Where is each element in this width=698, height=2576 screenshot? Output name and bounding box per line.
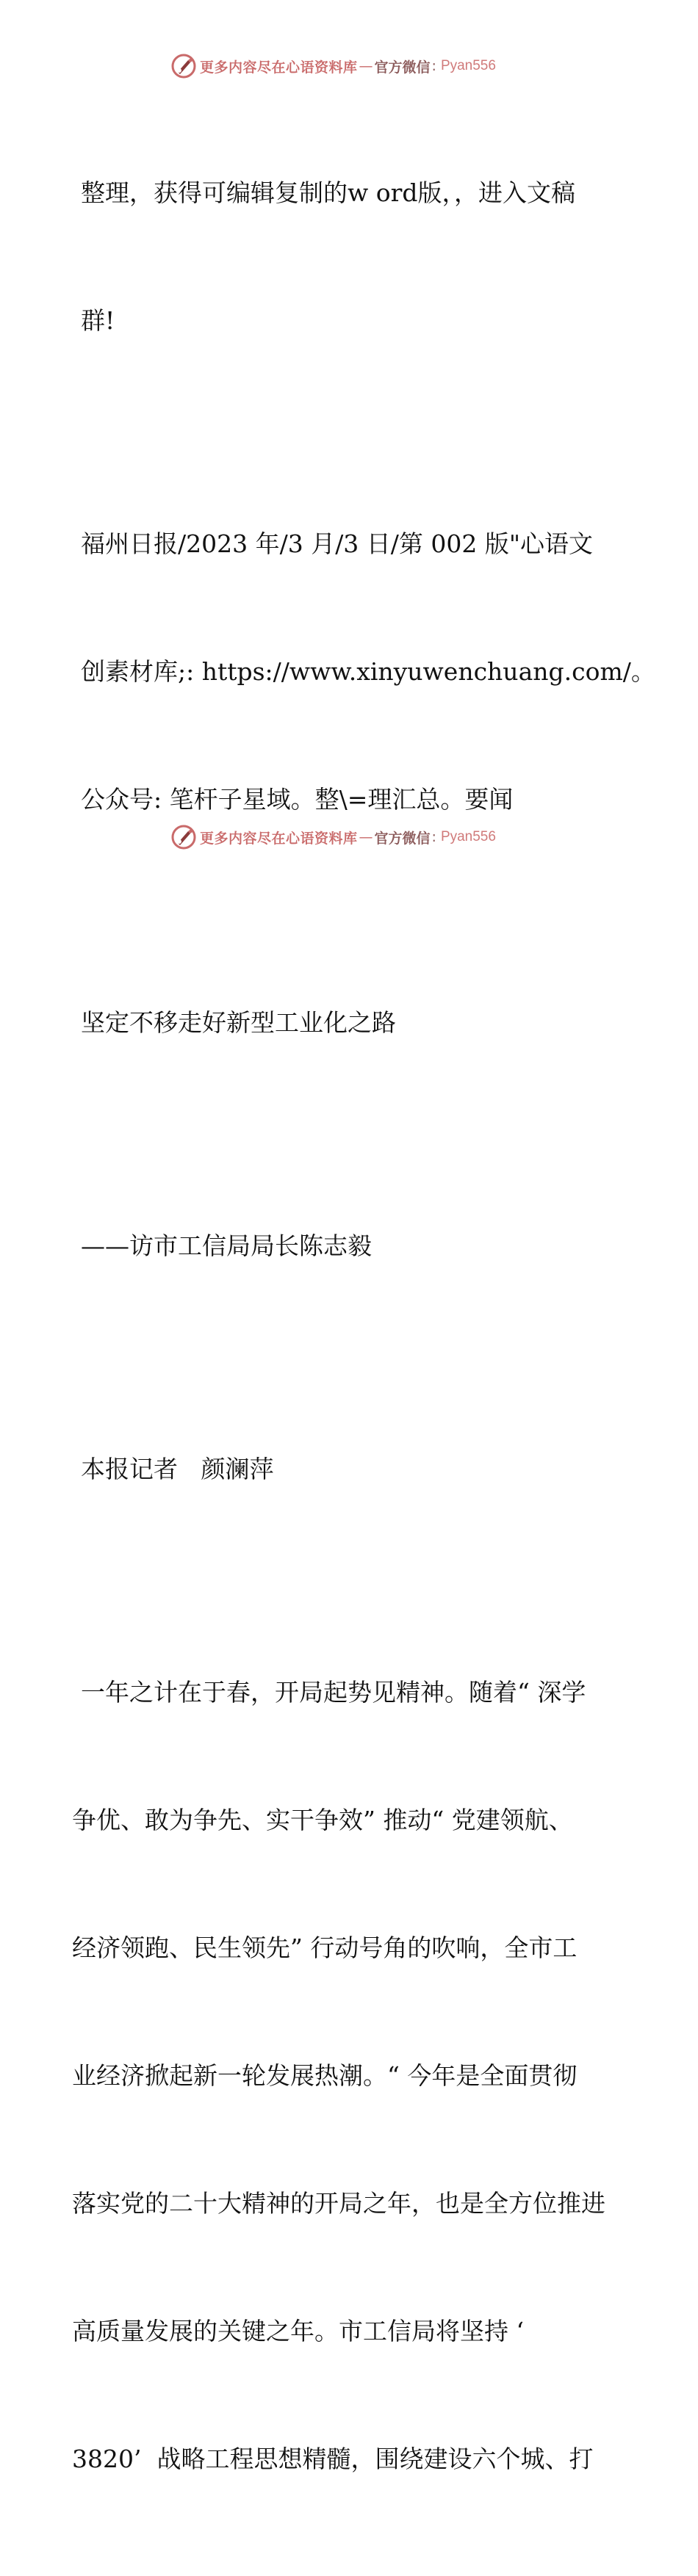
- watermark-header: [170, 51, 538, 81]
- watermark-official-text: 官方微信: [374, 59, 431, 76]
- text-line: 创素材库;: https://www.xinyuwenchuang.com/。: [81, 657, 655, 686]
- text-line: 经济领跑、民生领先” 行动号角的吹响，全市工: [72, 1933, 578, 1962]
- quill-logo-icon: [170, 53, 197, 79]
- watermark-footer: [170, 822, 538, 852]
- text-line: 本报记者 颜澜萍: [81, 1455, 274, 1483]
- text-line: ——访市工信局局长陈志毅: [81, 1231, 372, 1260]
- text-line: 坚定不移走好新型工业化之路: [81, 1008, 396, 1037]
- article-subtitle: [72, 1140, 630, 1353]
- watermark-lead-text: 更多内容尽在心语资料库: [200, 830, 358, 847]
- watermark-lead-text: 更多内容尽在心语资料库: [200, 59, 358, 76]
- text-line: 争优、敢为争先、实干争效” 推动“ 党建领航、: [72, 1806, 573, 1834]
- watermark-dash: —: [359, 829, 373, 845]
- watermark-wechat-id: Pyan556: [440, 829, 496, 844]
- watermark-official-text: 官方微信: [374, 830, 431, 847]
- text-line: 福州日报/2023 年/3 月/3 日/第 002 版"心语文: [81, 529, 594, 558]
- text-line: 整理，获得可编辑复制的w ord版，，进入文稿: [81, 178, 576, 207]
- watermark-separator: :: [431, 829, 436, 845]
- article-title: [72, 916, 630, 1129]
- paragraph-intro: [72, 87, 630, 427]
- text-line: 落实党的二十大精神的开局之年，也是全方位推进: [72, 2189, 605, 2218]
- text-line: 业经济掀起新一轮发展热潮。“ 今年是全面贯彻: [72, 2061, 578, 2090]
- watermark-wechat-id: Pyan556: [440, 58, 496, 73]
- watermark-separator: :: [431, 58, 436, 74]
- paragraph-body: [72, 1586, 630, 2566]
- text-line: 公众号: 笔杆子星域。整\=理汇总。要闻: [81, 785, 514, 814]
- document-body: [72, 87, 655, 2576]
- article-byline: [72, 1363, 630, 1576]
- text-line: 3820’ 战略工程思想精髓，围绕建设六个城、打: [72, 2445, 594, 2473]
- text-line: 高质量发展的关键之年。市工信局将坚持 ‘: [72, 2317, 524, 2345]
- text-line: 一年之计在于春，开局起势见精神。随着“ 深学: [81, 1678, 586, 1707]
- text-line: 群!: [81, 306, 115, 335]
- quill-logo-icon: [170, 824, 197, 850]
- watermark-dash: —: [359, 58, 373, 74]
